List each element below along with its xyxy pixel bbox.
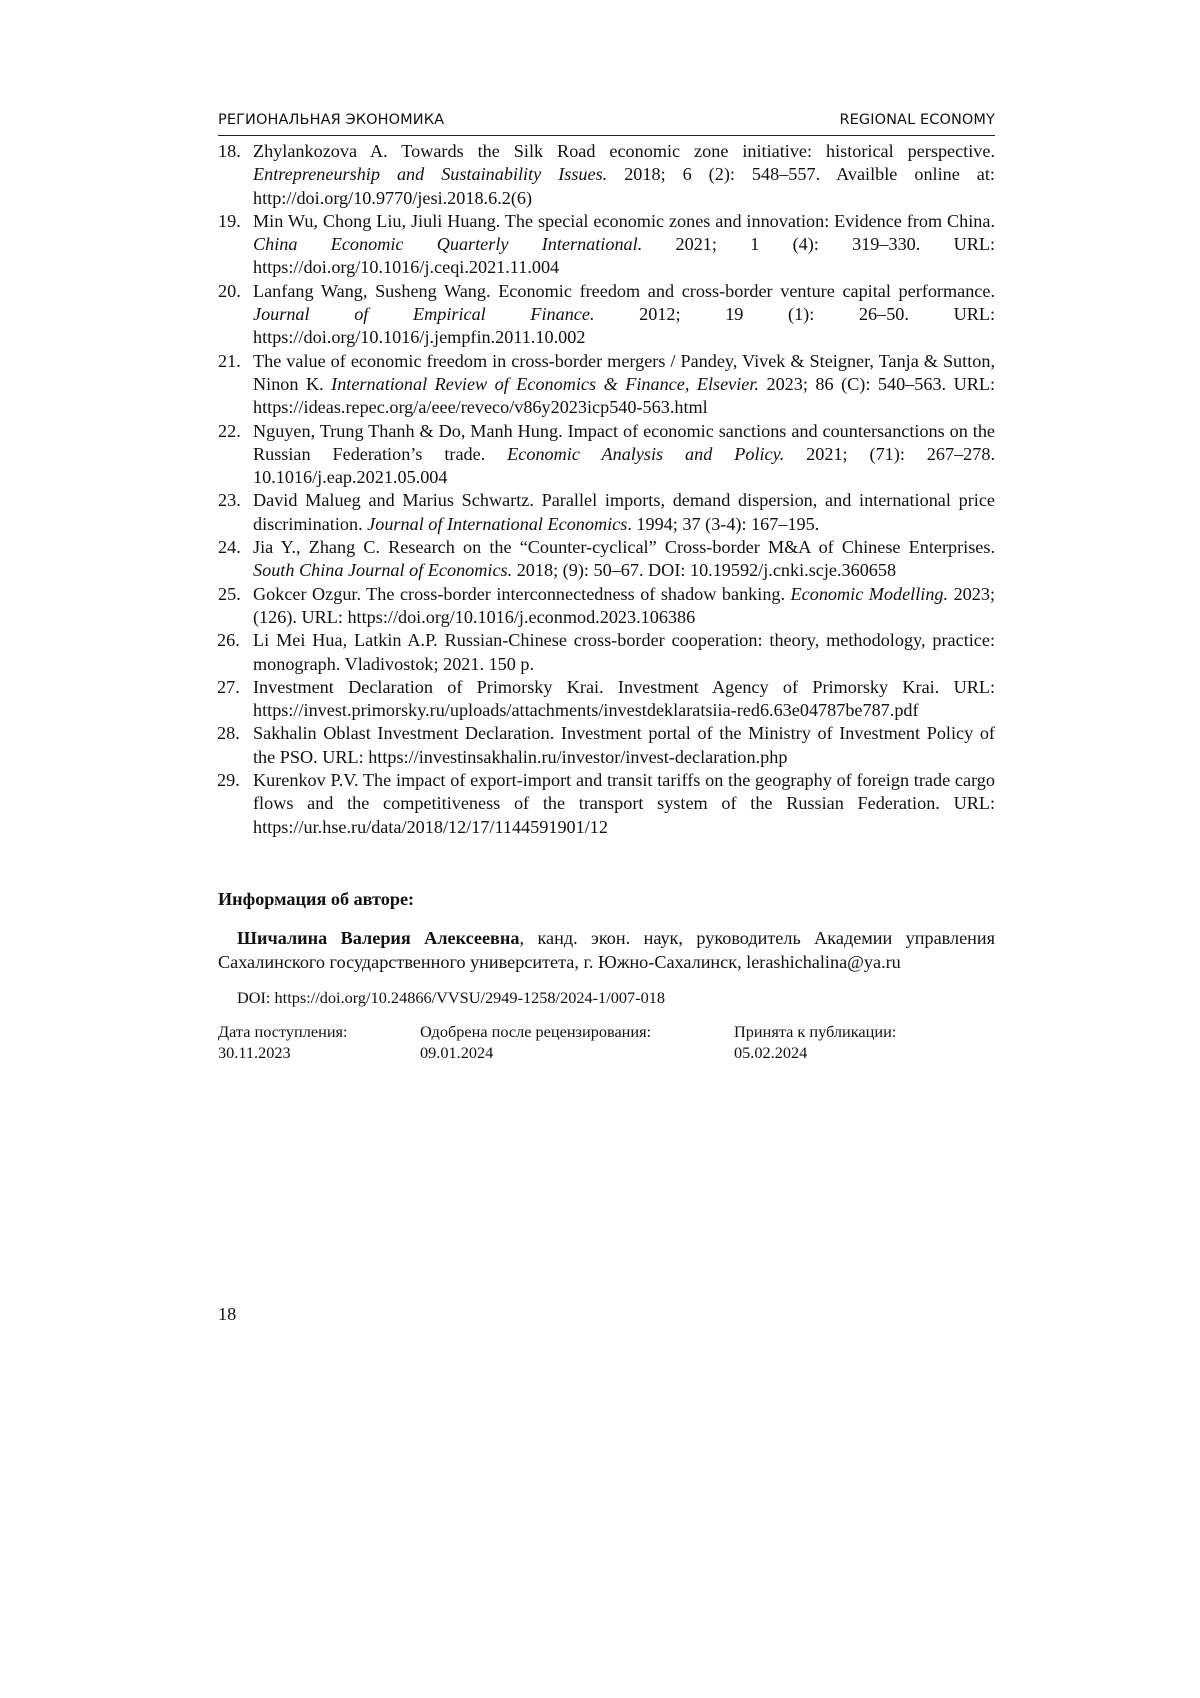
page-number: 18 — [218, 1304, 237, 1324]
reference-journal: Economic Analysis and Policy. — [507, 443, 785, 464]
reference-item — [218, 489, 995, 536]
reference-journal: Economic Modelling. — [790, 583, 949, 604]
approved-label: Одобрена после рецензирования: — [420, 1021, 652, 1041]
reference-text: Sakhalin Oblast Investment Declaration. Investment portal of the Ministry of Investment Policy of the PSO. URL: https://investinsakhalin.ru/investor/invest-declaration.php — [253, 723, 995, 767]
reference-text: The value of economic freedom in cross-border mergers / Pandey, Vivek & Steigner, Tanja & Sutton, Ninon K. — [253, 350, 995, 394]
reference-text: Li Mei Hua, Latkin A.P. Russian-Chinese cross-border cooperation: theory, methodology, practice: monograph. Vladivostok; 2021. 150 p. — [253, 630, 995, 674]
approved-value: 09.01.2024 — [420, 1042, 494, 1062]
header-left: РЕГИОНАЛЬНАЯ ЭКОНОМИКА — [218, 112, 445, 128]
reference-tail: 2021; 1 (4): 319–330. URL: https://doi.org/10.1016/j.ceqi.2021.11.004 — [253, 234, 995, 278]
reference-journal: International Review of Economics & Finance, Elsevier. — [331, 373, 759, 394]
reference-item — [218, 629, 995, 676]
accepted-date-block — [734, 1021, 896, 1063]
author-name: Шичалина Валерия Алексеевна — [237, 928, 520, 949]
reference-number: 28. — [217, 723, 240, 744]
reference-tail: 2018; (9): 50–67. DOI: 10.19592/j.cnki.scje.360658 — [512, 560, 897, 581]
author-heading: Информация об авторе: — [218, 888, 415, 909]
author-description — [218, 927, 995, 974]
reference-item — [218, 350, 995, 420]
page-content — [218, 112, 995, 1063]
received-date-block — [218, 1021, 420, 1063]
reference-number: 29. — [217, 770, 240, 791]
reference-journal: Entrepreneurship and Sustainability Issues. — [253, 164, 608, 185]
reference-text: Gokcer Ozgur. The cross-border interconnectedness of shadow banking. — [253, 583, 791, 604]
reference-tail: 2012; 19 (1): 26–50. URL: https://doi.org/10.1016/j.jempfin.2011.10.002 — [253, 304, 995, 348]
reference-number: 21. — [218, 350, 241, 371]
reference-item — [218, 140, 995, 210]
approved-date-block — [420, 1021, 734, 1063]
reference-text: Lanfang Wang, Susheng Wang. Economic freedom and cross-border venture capital performance. — [253, 280, 995, 301]
reference-number: 19. — [218, 210, 241, 231]
reference-tail: . 1994; 37 (3-4): 167–195. — [627, 513, 820, 534]
reference-journal: China Economic Quarterly International. — [253, 234, 643, 255]
reference-journal: South China Journal of Economics. — [253, 560, 513, 581]
header-right: REGIONAL ECONOMY — [839, 112, 995, 128]
reference-tail: 2023; (126). URL: https://doi.org/10.1016/j.econmod.2023.106386 — [253, 583, 995, 627]
reference-item — [218, 583, 995, 630]
reference-item — [218, 536, 995, 583]
reference-text: Nguyen, Trung Thanh & Do, Manh Hung. Impact of economic sanctions and countersanctions on the Russian Federation’s trade. — [253, 420, 995, 464]
reference-item — [218, 769, 995, 839]
reference-text: Investment Declaration of Primorsky Krai. Investment Agency of Primorsky Krai. URL: https://invest.primorsky.ru/uploads/attachments/investdeklaratsiia-red6.63e04787be787.pdf — [253, 676, 995, 721]
reference-item — [218, 676, 995, 723]
reference-number: 22. — [218, 420, 241, 441]
reference-tail: 2018; 6 (2): 548–557. Availble online at: http://doi.org/10.9770/jesi.2018.6.2(6) — [253, 164, 995, 208]
reference-text: David Malueg and Marius Schwartz. Parallel imports, demand dispersion, and international price discrimination. — [253, 490, 995, 534]
publication-dates — [218, 1021, 995, 1063]
reference-item — [218, 420, 995, 490]
reference-journal: Journal of International Economics — [367, 513, 628, 534]
reference-number: 26. — [217, 630, 240, 651]
running-header — [218, 112, 995, 136]
reference-item — [218, 722, 995, 769]
reference-number: 20. — [218, 280, 241, 301]
reference-item — [218, 280, 995, 350]
reference-text: Kurenkov P.V. The impact of export-import and transit tariffs on the geography of foreign trade cargo flows and the competitiveness of the transport system of the Russian Federation. URL: https://ur.hse.ru/data/2018/12/17/1144591901/12 — [253, 770, 995, 837]
article-doi: DOI: https://doi.org/10.24866/VVSU/2949-1258/2024-1/007-018 — [237, 987, 665, 1007]
accepted-label: Принята к публикации: — [734, 1021, 897, 1041]
reference-number: 25. — [218, 583, 241, 604]
author-info — [218, 888, 995, 974]
reference-tail: 2021; (71): 267–278. 10.1016/j.eap.2021.05.004 — [253, 443, 995, 488]
reference-number: 24. — [218, 537, 241, 558]
received-value: 30.11.2023 — [218, 1042, 291, 1062]
reference-number: 18. — [218, 141, 241, 161]
author-details: , канд. экон. наук, руководитель Академии управления Сахалинского государственного университета, г. Южно-Сахалинск, lerashichalina@ya.ru — [218, 928, 995, 972]
reference-item — [218, 210, 995, 280]
reference-text: Min Wu, Chong Liu, Jiuli Huang. The special economic zones and innovation: Evidence from China. — [253, 210, 995, 231]
reference-list — [218, 140, 995, 839]
accepted-value: 05.02.2024 — [734, 1042, 808, 1062]
reference-journal: Journal of Empirical Finance. — [253, 304, 595, 325]
reference-tail: 2023; 86 (C): 540–563. URL: https://ideas.repec.org/a/eee/reveco/v86y2023icp540-563.html — [253, 373, 996, 418]
received-label: Дата поступления: — [218, 1021, 348, 1041]
reference-number: 27. — [217, 676, 240, 697]
reference-number: 23. — [218, 490, 241, 511]
reference-text: Jia Y., Zhang C. Research on the “Counter-cyclical” Cross-border M&A of Chinese Enterprises. — [253, 537, 995, 558]
reference-text: Zhylankozova A. Towards the Silk Road economic zone initiative: historical perspective. — [253, 141, 995, 161]
